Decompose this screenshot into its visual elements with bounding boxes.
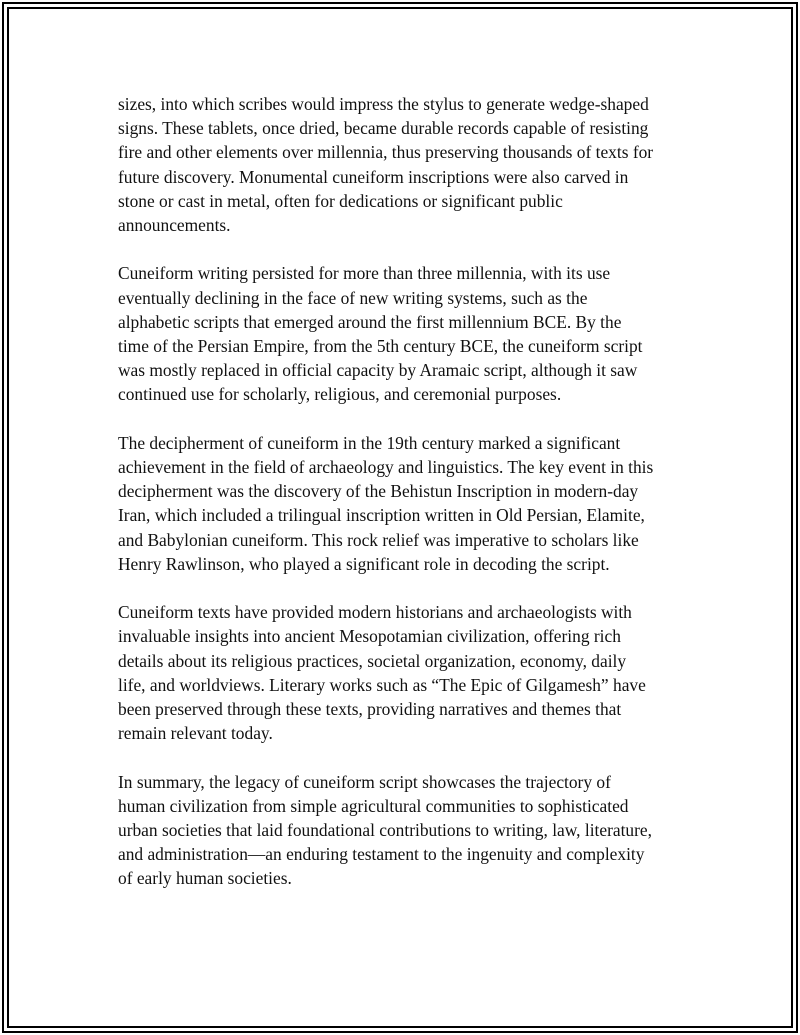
- paragraph-summary: In summary, the legacy of cuneiform script showcases the trajectory of human civilization from simple agricultural communities to sophisticated urban societies that laid foundational contributions to writing, law, literature, and administration—an enduring testament to the ingenuity and complexity of early human societies.: [118, 771, 652, 889]
- paragraph-decipherment: The decipherment of cuneiform in the 19th century marked a significant achievement in the field of archaeology and linguistics. The key event in this decipherment was the discovery of the Behistun Inscription in modern-day Iran, which included a trilingual inscription written in Old Persian, Elamite, and Babylonian cuneiform. This rock relief was imperative to scholars like Henry Rawlinson, who played a significant role in decoding the script.: [118, 432, 654, 574]
- paragraph-insights: Cuneiform texts have provided modern historians and archaeologists with invaluable insights into ancient Mesopotamian civilization, offering rich details about its religious practices, societal organization, economy, daily life, and worldviews. Literary works such as “The Epic of Gilgamesh” have been preserved through these texts, providing narratives and themes that remain relevant today.: [118, 602, 646, 744]
- paragraph-persistence: Cuneiform writing persisted for more than three millennia, with its use eventually declining in the face of new writing systems, such as the alphabetic scripts that emerged around the first millennium BCE. By the time of the Persian Empire, from the 5th century BCE, the cuneiform script was mostly replaced in official capacity by Aramaic script, although it saw continued use for scholarly, religious, and ceremonial purposes.: [118, 263, 643, 405]
- paragraph-tablets: sizes, into which scribes would impress the stylus to generate wedge-shaped signs. These tablets, once dried, became durable records capable of resisting fire and other elements over millennia, thus preserving thousands of texts for future discovery. Monumental cuneiform inscriptions were also carved in stone or cast in metal, often for dedications or significant public announcements.: [118, 94, 654, 236]
- document-body: [118, 92, 698, 915]
